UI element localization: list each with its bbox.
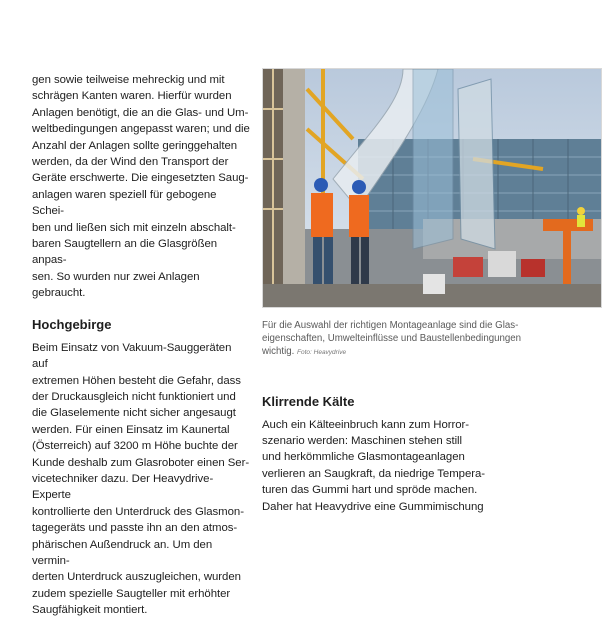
photo-illustration xyxy=(263,69,602,308)
section-heading-klirrende-kaelte: Klirrende Kälte xyxy=(262,393,355,409)
section-heading-hochgebirge: Hochgebirge xyxy=(32,316,112,332)
figure-caption xyxy=(262,319,562,360)
body-paragraph: Beim Einsatz von Vakuum-Sauggeräten auf extremen Höhen besteht die Gefahr, dass der Druckausgleich nicht funktioniert und die Glaselemente nicht sicher angesaugt werden. Für einen Einsatz im Kaunertal (Österreich) auf 3200 m Höhe buchte der Kunde deshalb zum Glasroboter einen Ser- vicetechniker dazu. Der Heavydrive-Experte kontrollierte den Unterdruck des Glasmon- tagegeräts und passte ihn an den atmos- phärischen Außendruck an. Um den vermin- derten Unterdruck auszugleichen, wurden zudem spezielle Saugteller mit erhöhter Saugfähigkeit montiert. xyxy=(32,341,250,617)
body-paragraph: gen sowie teilweise mehreckig und mit schrägen Kanten waren. Hierfür wurden Anlagen benötigt, die an die Glas- und Um- weltbedingungen angepasst waren; und die Anzahl der Anlagen sollte geringgehalten werden, da der Wind den Transport der Geräte erschwerte. Die eingesetzten Saug- anlagen waren speziell für gebogene Schei- ben und ließen sich mit einzeln abschalt- baren Saugtellern an die Glasgrößen anpas- sen. So wurden nur zwei Anlagen gebraucht. xyxy=(32,74,250,300)
right-column xyxy=(262,68,602,515)
left-column xyxy=(32,72,250,619)
body-paragraph: Auch ein Kälteeinbruch kann zum Horror- szenario werden: Maschinen stehen still und herkömmliche Glasmontageanlagen verlieren an Saugkraft, da niedrige Tempera- turen das Gummi hart und spröde machen. Daher hat Heavydrive eine Gummimischung xyxy=(262,418,485,513)
caption-text: Für die Auswahl der richtigen Montageanlage sind die Glas- eigenschaften, Umwelteinflüsse und Baustellenbedingungen wichtig. xyxy=(262,320,522,358)
construction-photo xyxy=(262,68,602,308)
photo-credit: Foto: Heavydrive xyxy=(297,349,347,357)
right-text-block xyxy=(262,394,488,515)
